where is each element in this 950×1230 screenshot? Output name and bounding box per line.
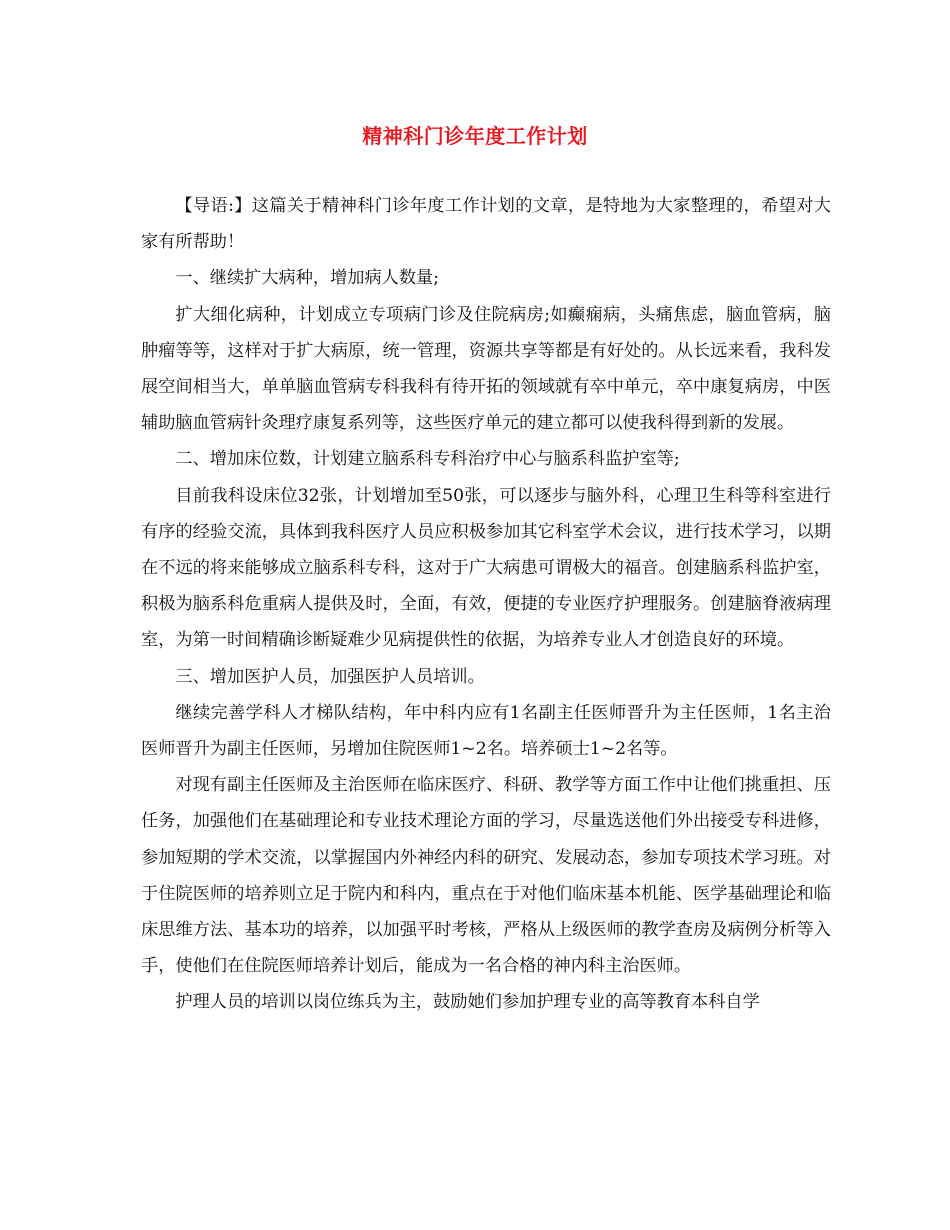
section-1-paragraph: 扩大细化病种，计划成立专项病门诊及住院病房;如癫痫病，头痛焦虑，脑血管病，脑肿瘤等等，这样对于扩大病原，统一管理，资源共享等都是有好处的。从长远来看，我科发展空间相当大，单单脑血管病专科我科有待开拓的领域就有卒中单元，卒中康复病房，中医辅助脑血管病针灸理疗康复系列等，这些医疗单元的建立都可以使我科得到新的发展。 [141,304,831,434]
section-heading-2: 二、增加床位数，计划建立脑系科专科治疗中心与脑系科监护室等; [175,449,680,470]
document-title: 精神科门诊年度工作计划 [362,124,588,148]
section-3-paragraph-3: 护理人员的培训以岗位练兵为主，鼓励她们参加护理专业的高等教育本科自学 [175,992,760,1013]
section-heading-3: 三、增加医护人员，加强医护人员培训。 [175,666,485,687]
section-3-paragraph-2: 对现有副主任医师及主治医师在临床医疗、科研、教学等方面工作中让他们挑重担、压任务，加强他们在基础理论和专业技术理论方面的学习，尽量选送他们外出接受专科进修，参加短期的学术交流，以掌握国内外神经内科的研究、发展动态，参加专项技术学习班。对于住院医师的培养则立足于院内和科内，重点在于对他们临床基本机能、医学基础理论和临床思维方法、基本功的培养，以加强平时考核，严格从上级医师的教学查房及病例分析等入手，使他们在住院医师培养计划后，能成为一名合格的神内科主治医师。 [141,775,831,977]
section-3-paragraph-1: 继续完善学科人才梯队结构，年中科内应有1名副主任医师晋升为主任医师，1名主治医师晋升为副主任医师，另增加住院医师1~2名。培养硕士1~2名等。 [141,702,831,760]
document-body [141,188,831,1021]
section-2-paragraph: 目前我科设床位32张，计划增加至50张，可以逐步与脑外科，心理卫生科等科室进行有序的经验交流，具体到我科医疗人员应积极参加其它科室学术会议，进行技术学习，以期在不远的将来能够成立脑系科专科，这对于广大病患可谓极大的福音。创建脑系科监护室，积极为脑系科危重病人提供及时，全面，有效，便捷的专业医疗护理服务。创建脑脊液病理室，为第一时间精确诊断疑难少见病提供性的依据，为培养专业人才创造良好的环境。 [141,485,831,651]
intro-paragraph: 【导语:】这篇关于精神科门诊年度工作计划的文章，是特地为大家整理的，希望对大家有所帮助！ [141,196,831,253]
section-heading-1: 一、继续扩大病种，增加病人数量; [175,268,439,289]
